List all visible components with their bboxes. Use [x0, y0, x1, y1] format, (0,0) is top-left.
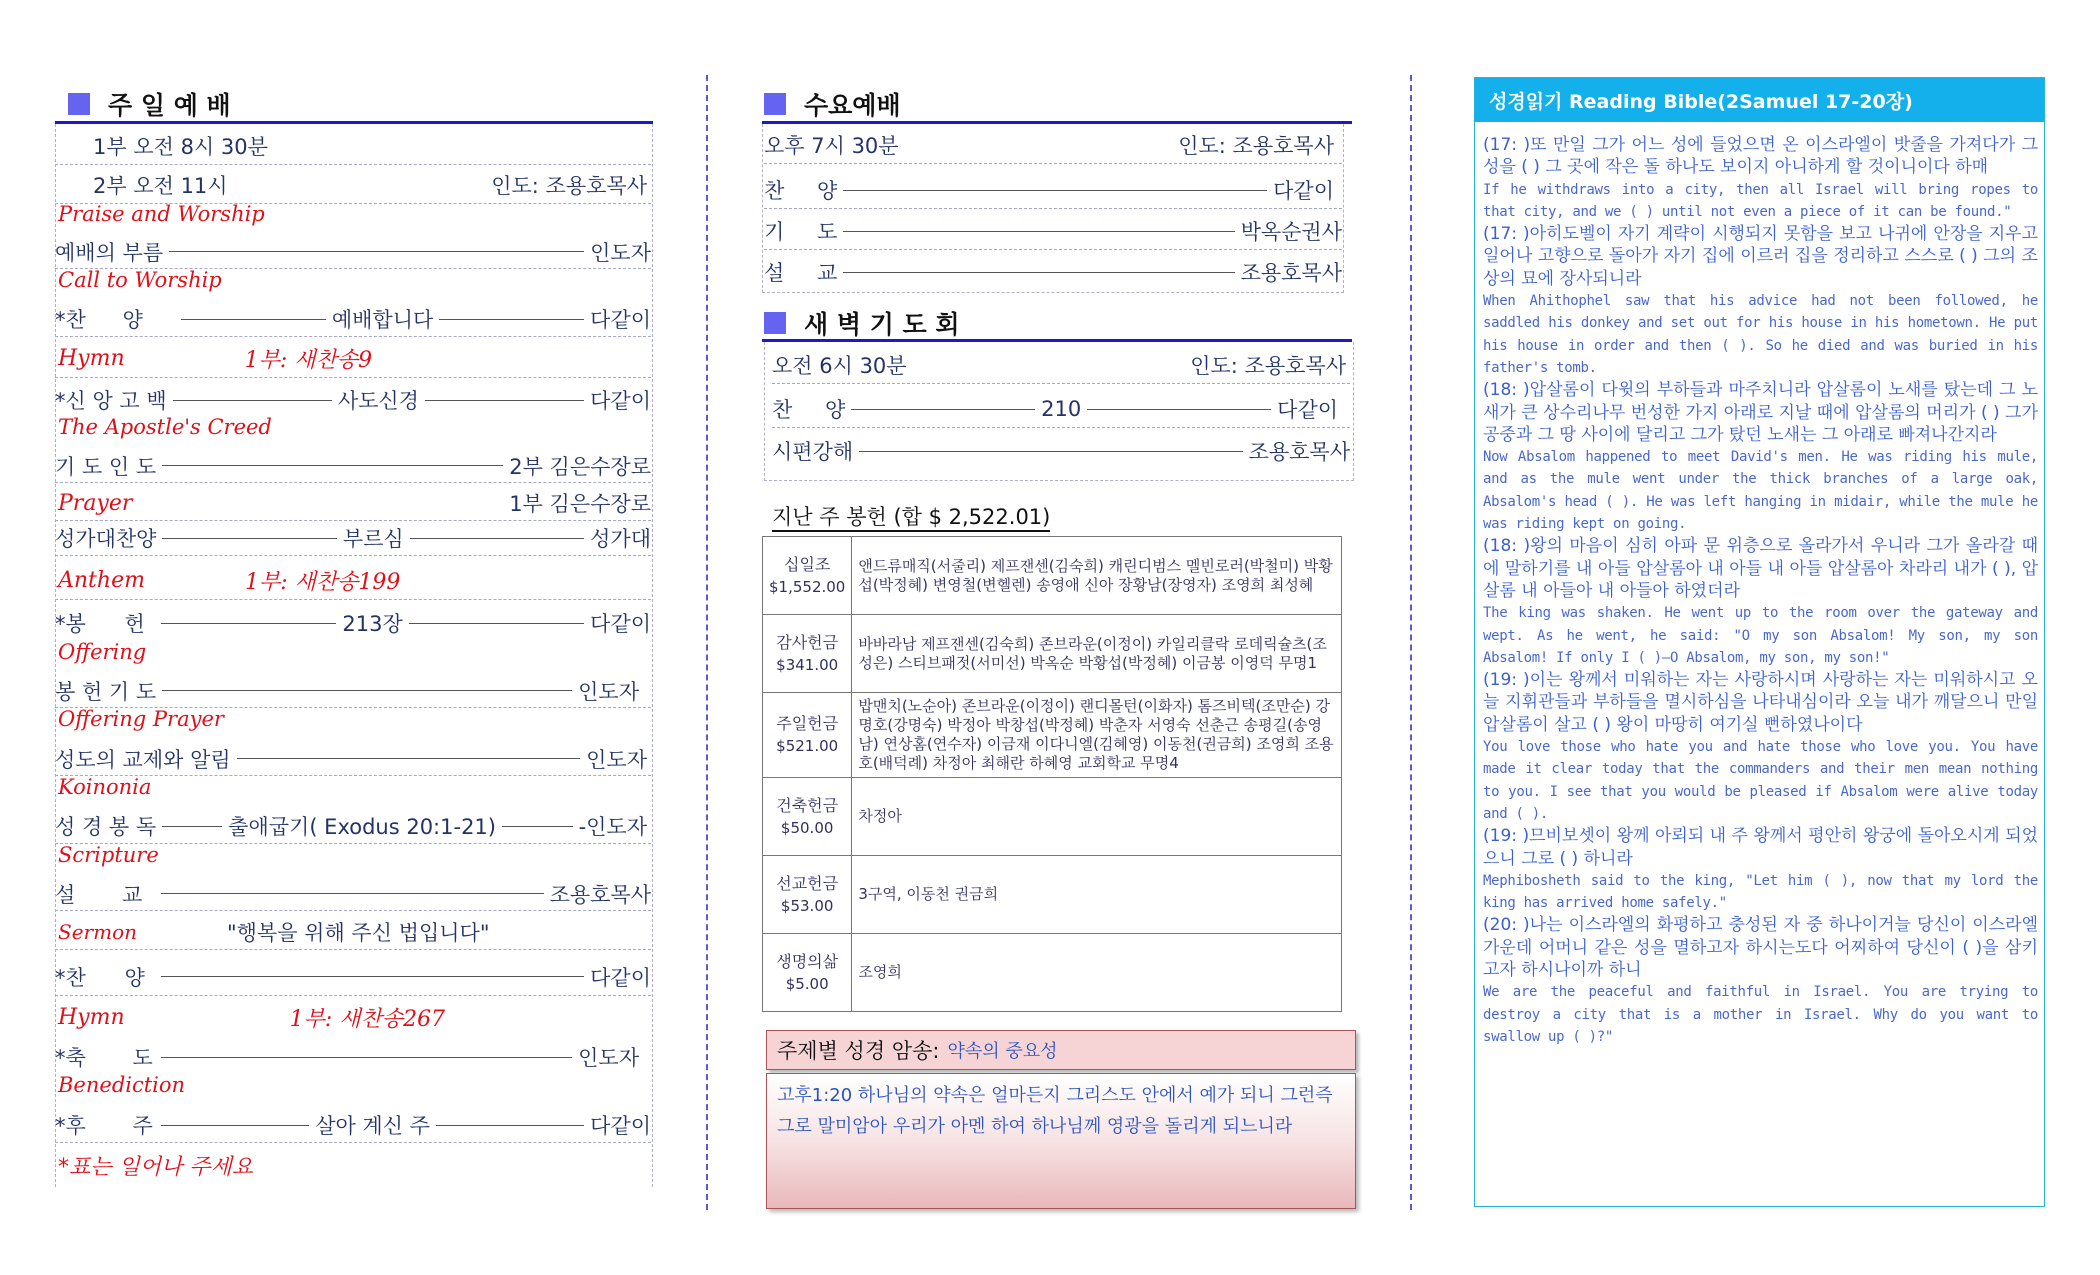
sermon-en-row [55, 915, 651, 950]
offering-names: 조영희 [852, 934, 1342, 1012]
hymn2-en-row [55, 998, 651, 1036]
prayer-who-1: 1부 김은수장로 [509, 492, 651, 516]
offering-row [763, 934, 1342, 1012]
dawn-title-text: 새 벽 기 도 회 [804, 310, 960, 339]
dawn-psalm-row [772, 433, 1350, 469]
offering-row [763, 778, 1342, 856]
dawn-hymn-label: 찬 양 [772, 398, 846, 422]
wed-prayer-label: 기 도 [764, 220, 838, 244]
hymn1-row [55, 302, 651, 337]
dawn-hymn-row [772, 391, 1350, 428]
call-row [55, 235, 651, 269]
offering-type [763, 615, 852, 693]
column-divider-1 [706, 75, 708, 1210]
hymn1-number: 1부: 새찬송9 [244, 347, 373, 373]
bene-label: *축 도 [55, 1046, 153, 1070]
square-bullet-icon [764, 93, 786, 115]
hymn2-row [55, 958, 651, 996]
memory-label: 주제별 성경 암송: [777, 1039, 940, 1063]
passage-kr-1: (17: )또 만일 그가 어느 성에 들었으면 온 이스라엘이 밧줄을 가져다가 그 성을 ( ) 그 곳에 작은 돌 하나도 보이지 아니하게 할 것이니이다 하매 [1483, 135, 2038, 178]
offer-who: 다같이 [590, 612, 652, 636]
wed-hymn-who: 다같이 [1273, 179, 1334, 203]
prayer-en-row [55, 486, 651, 521]
passage-en-4: The king was shaken. He went up to the room over the gateway and wept. As he went, he said: "O my son Absalom! My son, my son Absalom! If only I ( )—O Absalom, my son, my son!" [1483, 605, 2038, 666]
bene-en: Benediction [58, 1073, 186, 1097]
sunday-title-text: 주 일 예 배 [108, 91, 231, 120]
sunday-title [68, 86, 231, 122]
sermon-who: 조용호목사 [549, 882, 651, 907]
choir-label: 성가대찬양 [55, 527, 157, 551]
sermon-label: 설 교 [55, 882, 143, 907]
anthem-en: Anthem [58, 567, 145, 593]
passage-kr-3: (18: )압살롬이 다윗의 부하들과 마주치니라 압살롬이 노새를 탔는데 그 노새가 큰 상수리나무 번성한 가지 아래로 지날 때에 압살롬의 머리가 ( ) 그가 공중과 그 땅 사이에 달리고 그가 탔던 노새는 그 아래로 빠져나간지라 [1483, 380, 2038, 445]
offering-type-label: 감사헌금 [776, 632, 839, 652]
offering-names: 3구역, 이동천 권금희 [852, 856, 1342, 934]
prayer-row [55, 449, 651, 483]
square-bullet-icon [68, 93, 90, 115]
first-service [55, 127, 651, 165]
bible-reading-title: 성경읽기 Reading Bible(2Samuel 17-20장) [1475, 78, 2044, 122]
second-service-time: 2부 오전 11시 [93, 174, 228, 198]
hymn1-en-row [55, 339, 651, 378]
anthem-number: 1부: 새찬송199 [244, 569, 401, 595]
offering-names: 바바라남 제프잰센(김숙희) 존브라운(이정이) 카일리클락 로데릭슐츠(조성은) 스티브패젓(서미선) 박옥순 박황섭(박정혜) 이금봉 이영덕 무명1 [852, 615, 1342, 693]
hymn1-title: 예배합니다 [331, 308, 434, 332]
memory-verse-box [766, 1073, 1356, 1209]
scripture-who: -인도자 [578, 815, 647, 839]
sermon-row [55, 877, 651, 911]
wed-hymn-label: 찬 양 [764, 179, 838, 203]
post-who: 다같이 [590, 1114, 652, 1138]
passage-kr-7: (20: )나는 이스라엘의 화평하고 충성된 자 중 하나이거늘 당신이 이스라엘 가운데 어머니 같은 성을 멸하고자 하시는도다 어찌하여 당신이 ( )을 삼키고자 하시나이까 하니 [1483, 915, 2038, 980]
offering-type [763, 856, 852, 934]
creed-row [55, 383, 651, 417]
hymn2-who: 다같이 [590, 965, 651, 990]
call-en: Call to Worship [58, 268, 222, 292]
bible-reading-text [1475, 122, 2044, 1048]
offering-type [763, 934, 852, 1012]
dawn-hymn-number: 210 [1041, 397, 1082, 421]
dawn-time-row [772, 347, 1350, 384]
bene-row [55, 1040, 651, 1074]
hymn2-en: Hymn [58, 1004, 125, 1030]
scripture-en: Scripture [58, 843, 159, 867]
bible-reading-panel [1474, 77, 2045, 1207]
passage-en-6: Mephibosheth said to the king, "Let him ( ), now that my lord the king has arrived home safely." [1483, 872, 2038, 912]
offering-table [762, 536, 1342, 1012]
second-service [55, 167, 651, 204]
creed-label: *신 앙 고 백 [55, 389, 167, 413]
dawn-psalm-who: 조용호목사 [1248, 440, 1350, 464]
square-bullet-icon [764, 312, 786, 334]
prayer-en: Prayer [58, 490, 133, 516]
offprayer-row [55, 674, 651, 708]
passage-en-2: When Ahithophel saw that his advice had not been followed, he saddled his donkey and set out for his house in his hometown. He put his house in order and then ( ). So he died and was buried in his father's tomb. [1483, 293, 2038, 376]
offering-names: 차정아 [852, 778, 1342, 856]
choir-who: 성가대 [590, 527, 651, 551]
call-label: 예배의 부름 [55, 240, 164, 265]
anthem-row [55, 561, 651, 600]
offer-hymn: 213장 [342, 612, 403, 636]
post-label: *후 주 [55, 1114, 153, 1138]
praise-en: Praise and Worship [58, 202, 265, 226]
passage-kr-2: (17: )아히도벨이 자기 계략이 시행되지 못함을 보고 나귀에 안장을 지우고 일어나 고향으로 돌아가 자기 집에 이르러 집을 정리하고 스스로 ( ) 그의 조상의 묘에 장사되니라 [1483, 224, 2038, 289]
offering-amount: $50.00 [780, 818, 834, 837]
offering-row [763, 537, 1342, 615]
wed-sermon-who: 조용호목사 [1240, 261, 1342, 285]
wed-time-row [764, 127, 1342, 164]
memory-verse-header [766, 1030, 1356, 1070]
fellow-who: 인도자 [586, 747, 647, 772]
wed-sermon-row [764, 254, 1342, 290]
offering-type [763, 693, 852, 778]
presider: 인도: 조용호목사 [491, 174, 647, 198]
creed-who: 다같이 [590, 389, 651, 413]
offer-row [55, 606, 651, 640]
offering-type-label: 생명의삶 [776, 951, 839, 971]
dawn-presider: 인도: 조용호목사 [1190, 354, 1346, 378]
offering-amount: $521.00 [776, 737, 839, 755]
offering-type-label: 십일조 [783, 554, 831, 574]
offer-label: *봉 헌 [55, 612, 145, 636]
passage-en-3: Now Absalom happened to meet David's men. He was riding his mule, and as the mule went under the thick branches of a large oak, Absalom's head ( ). He was left hanging in midair, while the mule he was riding kept on going. [1483, 449, 2038, 533]
passage-kr-5: (19: )이는 왕께서 미워하는 자는 사랑하시며 사랑하는 자는 미워하시고 오늘 지휘관들과 부하들을 멸시하심을 나타내심이라 오늘 내가 깨달으니 만일 압살롬이 살고 ( ) 왕이 마땅히 여기실 뻔하였나이다 [1483, 670, 2038, 735]
passage-en-5: You love those who hate you and hate those who love you. You have made it clear today that the commanders and their men mean nothing to you. I see that you would be pleased if Absalom were alive today and ( ). [1483, 739, 2038, 822]
wednesday-title-text: 수요예배 [804, 91, 901, 120]
wed-hymn-row [764, 172, 1342, 209]
sermon-en: Sermon [58, 920, 137, 944]
offprayer-en: Offering Prayer [58, 707, 224, 731]
wed-time: 오후 7시 30분 [764, 134, 899, 158]
sermon-title: "행복을 위해 주신 법입니다" [226, 921, 490, 945]
postlude-title: 살아 계신 주 [315, 1114, 430, 1138]
hymn1-label: *찬 양 [55, 308, 143, 332]
offprayer-who: 인도자 [578, 679, 639, 704]
offering-row [763, 856, 1342, 934]
dawn-time: 오전 6시 30분 [772, 354, 907, 378]
creed-title: 사도신경 [337, 389, 419, 413]
wed-prayer-who: 박옥순권사 [1240, 220, 1342, 244]
prayer-label: 기 도 인 도 [55, 454, 157, 479]
dawn-psalm-label: 시편강해 [772, 440, 854, 464]
hymn1-who: 다같이 [590, 308, 652, 332]
wed-prayer-row [764, 213, 1342, 250]
offer-en: Offering [58, 640, 147, 664]
wednesday-title [764, 86, 901, 122]
prayer-who-2: 2부 김은수장로 [509, 454, 651, 479]
passage-kr-6: (19: )므비보셋이 왕께 아뢰되 내 주 왕께서 평안히 왕궁에 돌아오시게 되었으니 그로 ( ) 하니라 [1483, 826, 2038, 869]
offering-amount: $341.00 [776, 655, 839, 674]
offering-row [763, 693, 1342, 778]
offering-row [763, 615, 1342, 693]
passage-en-1: If he withdraws into a city, then all Israel will bring ropes to that city, and we ( ) until not even a piece of it can be found." [1483, 181, 2038, 220]
choir-title: 부르심 [342, 527, 404, 551]
memory-topic: 약속의 중요성 [947, 1041, 1058, 1062]
offering-amount: $5.00 [785, 974, 829, 993]
offering-type-label: 선교헌금 [776, 873, 839, 893]
offering-names: 앤드류매직(서줄리) 제프잰센(김숙희) 캐린디범스 멜빈로러(박철미) 박황섭(박정혜) 변영철(변헬렌) 송영애 신아 장황남(장영자) 조영희 최성혜 [852, 537, 1342, 615]
column-divider-2 [1410, 75, 1412, 1210]
hymn2-label: *찬 양 [55, 965, 145, 990]
fellow-en: Koinonia [58, 775, 152, 799]
dawn-hymn-who: 다같이 [1277, 398, 1339, 422]
offering-type-label: 건축헌금 [776, 795, 839, 815]
offering-type [763, 778, 852, 856]
offering-title: 지난 주 봉헌 (합 $ 2,522.01) [772, 504, 1050, 532]
offering-type [763, 537, 852, 615]
memory-verse-text: 고후1:20 하나님의 약속은 얼마든지 그리스도 안에서 예가 되니 그런즉 그로 말미암아 우리가 아멘 하여 하나님께 영광을 돌리게 되느니라 [777, 1085, 1333, 1137]
hymn2-number: 1부: 새찬송267 [289, 1006, 446, 1032]
first-service-time: 1부 오전 8시 30분 [93, 134, 268, 159]
passage-en-7: We are the peaceful and faithful in Israel. You are trying to destroy a city that is a mother in Israel. Why do you want to swallow up ( )?" [1483, 984, 2038, 1045]
passage-kr-4: (18: )왕의 마음이 심히 아파 문 위층으로 올라가서 우니라 그가 올라갈 때에 말하기를 내 아들 압살롬아 내 아들 내 아들 압살롬아 차라리 내가 ( ), 압살롬 내 아들아 내 아들아 하였더라 [1483, 536, 2038, 601]
post-row [55, 1108, 651, 1143]
fellow-label: 성도의 교제와 알림 [55, 747, 231, 772]
scripture-row [55, 809, 651, 844]
dawn-title [764, 305, 960, 341]
offering-type-label: 주일헌금 [776, 714, 839, 733]
creed-en: The Apostle's Creed [58, 415, 272, 439]
wed-sermon-label: 설 교 [764, 261, 838, 285]
call-who: 인도자 [590, 240, 651, 265]
bene-who: 인도자 [578, 1046, 639, 1070]
fellow-row [55, 742, 651, 776]
wed-presider: 인도: 조용호목사 [1178, 134, 1334, 158]
scripture-label: 성 경 봉 독 [55, 815, 157, 839]
hymn1-en: Hymn [58, 345, 125, 371]
offering-names: 밥맨치(노순아) 존브라운(이정이) 랜디몰턴(이화자) 톰즈비텍(조만순) 강명호(강명숙) 박정아 박창섭(박정혜) 박춘자 서영숙 선춘근 송평길(송영남) 연상홈(연수자) 이금재 이다니엘(김혜영) 이동천(권금희) 조영희 조용호(배덕례) 차정아 최해란 하혜영 교회학교 무명4 [852, 693, 1342, 778]
offering-amount: $1,552.00 [769, 577, 846, 596]
offering-amount: $53.00 [780, 896, 834, 915]
choir-row [55, 521, 651, 556]
offprayer-label: 봉 헌 기 도 [55, 679, 157, 704]
scripture-passage: 출애굽기( Exodus 20:1-21) [228, 815, 496, 839]
standing-note: *표는 일어나 주세요 [58, 1155, 254, 1180]
